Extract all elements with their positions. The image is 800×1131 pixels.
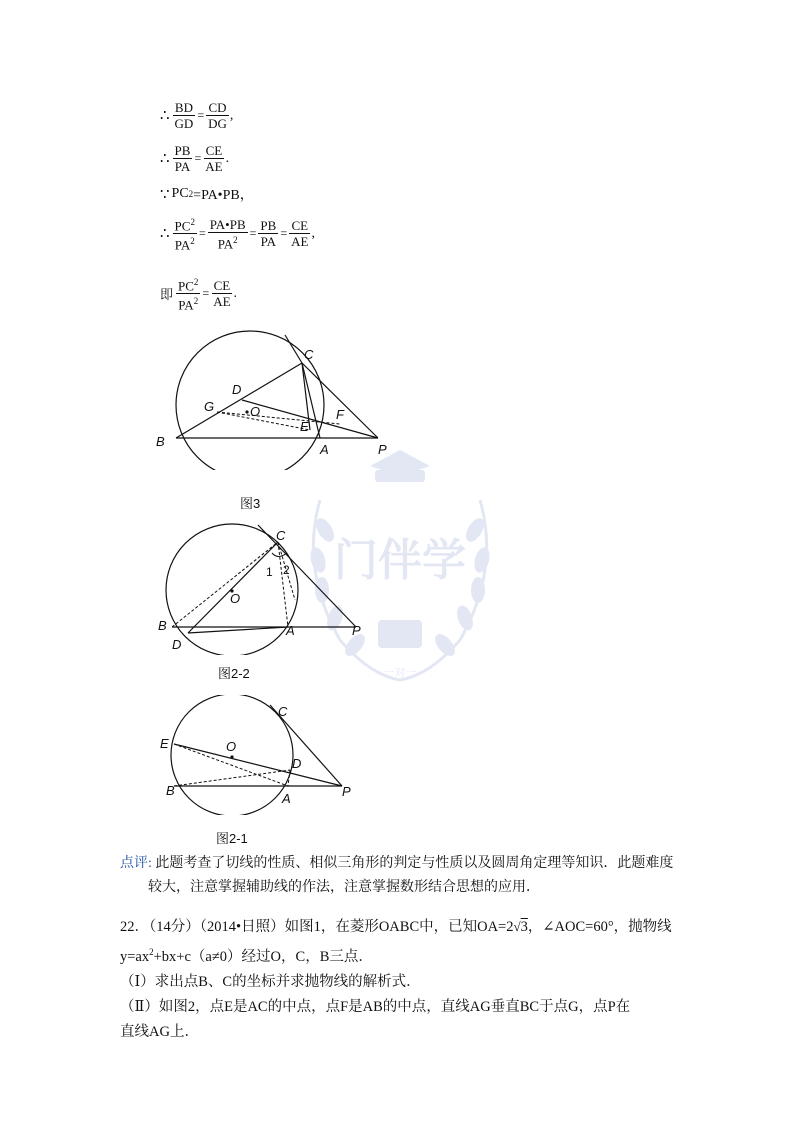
label-o: O <box>250 404 261 419</box>
figure-2-2-caption: 图2-2 <box>218 666 250 681</box>
label-e: E <box>160 736 169 751</box>
line-cd <box>188 542 278 633</box>
label-e: E <box>300 419 309 434</box>
figure-3 <box>150 330 410 470</box>
fraction: $\frac{CE}{AE}$ <box>291 218 309 250</box>
label-c: C <box>278 704 288 719</box>
label-o: O <box>230 591 241 606</box>
comment-block <box>120 852 700 900</box>
watermark-text: 门伴学 <box>334 535 466 586</box>
label-b: B <box>158 618 167 633</box>
because-symbol: ∵ <box>160 186 170 203</box>
label-c: C <box>276 528 286 543</box>
figure-2-1 <box>150 695 380 815</box>
problem-part-1: （Ⅰ）求出点B、C的坐标并求抛物线的解析式． <box>120 973 421 990</box>
label-a: A <box>320 442 329 457</box>
label-b: B <box>166 783 175 798</box>
figure-3-caption: 图3 <box>240 496 261 511</box>
line-cp <box>302 363 378 438</box>
fraction: $\frac{PC^2}{PA^2}$ <box>174 217 195 253</box>
math-line-3: ∵ PC 2 =PA•PB， <box>160 186 254 203</box>
line-bc <box>176 363 302 438</box>
label-a: A <box>286 623 295 638</box>
label-o: O <box>226 739 237 754</box>
circle <box>171 695 293 815</box>
math-line-1: ∴ $\frac{BD}{GD}$ = $\frac{CD}{DG}$ , <box>160 100 234 131</box>
problem-line-1: 22．（14分）（2014•日照）如图1，在菱形OABC中，已知OA=2√3，∠AOC=60°，抛物线 <box>120 919 672 935</box>
label-f: F <box>336 407 344 422</box>
label-p: P <box>378 442 387 457</box>
comment-line-2: 较大，注意掌握辅助线的作法，注意掌握数形结合思想的应用． <box>148 880 540 895</box>
label-d: D <box>232 382 242 397</box>
label-b: B <box>156 434 165 449</box>
figure-2-2 <box>150 520 380 655</box>
problem-line-2: $y=ax^2+bx+c(a\ne 0)$经过O，C，B三点． <box>120 947 373 965</box>
fraction: $\frac{PB}{PA}$ <box>174 143 191 174</box>
line-dp <box>242 400 378 438</box>
math-line-5: 即 $\frac{PC^2}{PA^2}$ = $\frac{CE}{AE}$ . <box>160 277 238 313</box>
angle-2-label: 2 <box>283 563 290 577</box>
problem-22 <box>120 914 720 1045</box>
fraction: $\frac{PB}{PA}$ <box>260 218 277 250</box>
line-da <box>188 627 288 633</box>
therefore-symbol: ∴ <box>160 108 170 124</box>
angle-1-label: 1 <box>266 565 273 579</box>
tangent-extension <box>285 335 302 363</box>
fraction: $\frac{PC^2}{PA^2}$ <box>178 277 199 313</box>
therefore-symbol: ∴ <box>160 226 170 243</box>
comment-label: 点评: <box>120 856 152 871</box>
label-c: C <box>304 347 314 362</box>
circle <box>176 331 324 470</box>
figure-2-1-caption: 图2-1 <box>216 831 248 846</box>
fraction: $\frac{CD}{DG}$ <box>208 100 227 131</box>
label-p: P <box>352 623 361 638</box>
fraction: $\frac{BD}{GD}$ <box>174 100 194 131</box>
problem-part-2: （Ⅱ）如图2，点E是AC的中点，点F是AB的中点，直线AG垂直BC于点G，点P在 <box>120 998 631 1015</box>
label-g: G <box>204 399 215 414</box>
label-d: D <box>292 756 302 771</box>
math-line-2: ∴ $\frac{PB}{PA}$ = $\frac{CE}{AE}$ . <box>160 143 230 174</box>
therefore-symbol: ∴ <box>160 151 170 167</box>
fraction: $\frac{CE}{AE}$ <box>205 143 223 174</box>
fraction: $\frac{CE}{AE}$ <box>213 278 231 310</box>
comment-line-1: 此题考查了切线的性质、相似三角形的判定与性质以及圆周角定理等知识．此题难度 <box>155 856 674 871</box>
label-d: D <box>172 637 182 652</box>
line-ep <box>174 744 342 786</box>
watermark-badge: 一对一 <box>383 666 417 679</box>
tangent-line <box>258 525 356 627</box>
fraction: $\frac{PA•PB}{PA^2}$ <box>209 216 246 251</box>
label-a: A <box>282 791 291 806</box>
problem-part-2-cont: 直线AG上． <box>120 1023 199 1040</box>
math-line-4: ∴ $\frac{PC^2}{PA^2}$ = $\frac{PA•PB}{PA^2}$ = $\frac{PB}{PA}$ = $\frac{CE}{AE}$ , <box>160 216 315 253</box>
label-p: P <box>342 784 351 799</box>
